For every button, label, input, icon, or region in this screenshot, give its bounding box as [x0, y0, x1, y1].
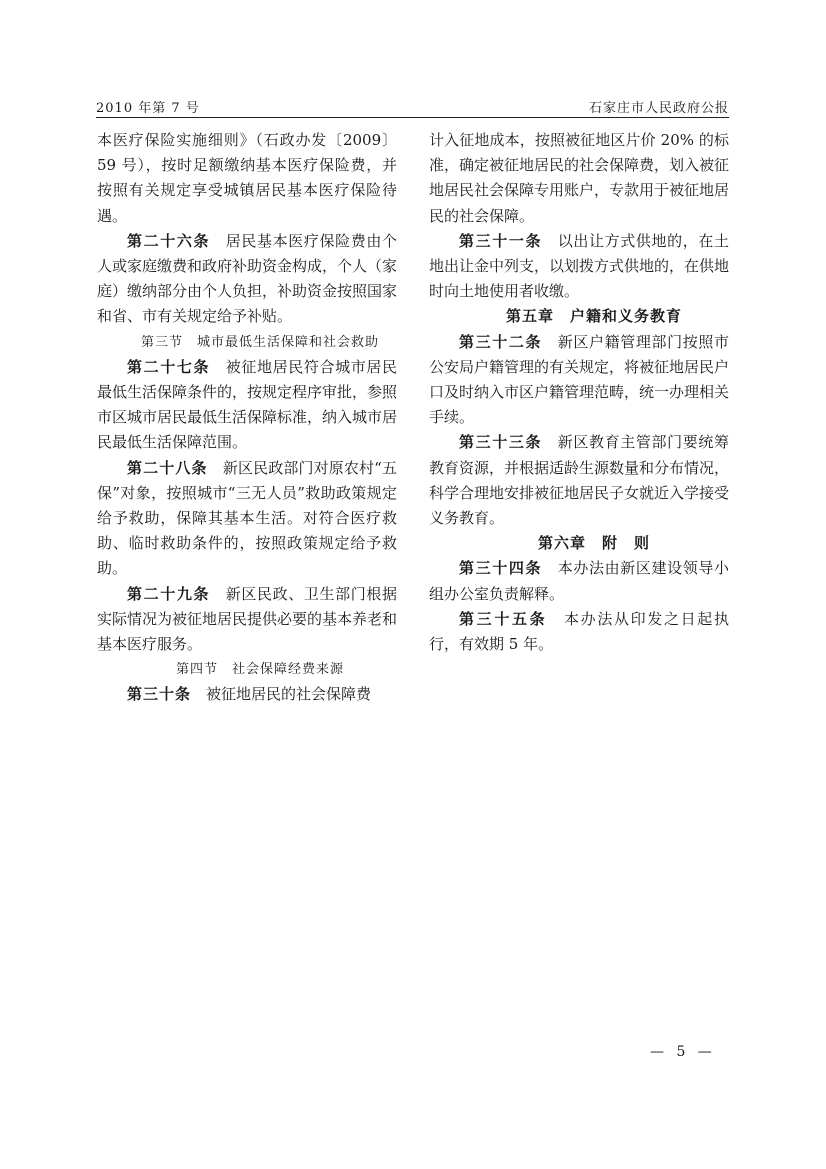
chapter-heading-6: 第六章 附 则: [537, 534, 650, 553]
article-text: 本办法从印发之日起执行，有效期 5 年。: [429, 609, 729, 654]
article-26: [97, 229, 397, 330]
article-text: 被征地居民的社会保障费: [206, 685, 372, 704]
article-title: 第二十七条: [127, 357, 211, 376]
paragraph-continued: 本医疗保险实施细则》（石政办发〔2009〕59 号），按时足额缴纳基本医疗保险费，并按照有关规定享受城镇居民基本医疗保险待遇。: [97, 131, 397, 225]
article-title: 第三十三条: [459, 433, 543, 452]
section-heading-3: 第三节 城市最低生活保障和社会救助: [140, 334, 379, 350]
article-title: 第三十二条: [459, 332, 543, 351]
article-29: [97, 582, 397, 658]
article-title: 第二十八条: [127, 458, 208, 477]
article-title: 第二十六条: [127, 231, 211, 250]
article-title: 第二十九条: [127, 584, 211, 603]
article-text: 新区教育主管部门要统筹教育资源，并根据适龄生源数量和分布情况，科学合理地安排被征地居民子女就近入学接受义务教育。: [429, 433, 730, 528]
article-34: [429, 556, 729, 606]
page-number: — 5 —: [650, 1044, 716, 1060]
section-heading-4: 第四节 社会保障经费来源: [175, 662, 344, 678]
paragraph-continued: 计入征地成本，按照被征地区片价 20% 的标准，确定被征地居民的社会保障费，划入被征地居民社会保障专用账户，专款用于被征地居民的社会保障。: [429, 131, 730, 225]
article-text: 被征地居民符合城市居民最低生活保障条件的，按规定程序审批，参照市区城市居民最低生活保障标准，纳入城市居民最低生活保障范围。: [97, 357, 398, 452]
article-32: [429, 330, 729, 431]
article-text: 本办法由新区建设领导小组办公室负责解释。: [429, 559, 729, 603]
article-title: 第三十条: [127, 685, 192, 704]
publication-title: 石家庄市人民政府公报: [588, 101, 729, 116]
article-31: [429, 229, 729, 305]
article-title: 第三十四条: [459, 559, 543, 578]
article-title: 第三十一条: [459, 231, 543, 250]
article-text: 新区民政、卫生部门根据实际情况为被征地居民提供必要的基本养老和基本医疗服务。: [97, 584, 398, 654]
article-text: 新区民政部门对原农村“五保”对象，按照城市“三无人员”救助政策规定给予救助，保障其基本生活。对符合医疗救助、临时救助条件的，按照政策规定给予救助。: [97, 458, 397, 578]
article-28: [97, 456, 397, 582]
article-text: 新区户籍管理部门按照市公安局户籍管理的有关规定，将被征地居民户口及时纳入市区户籍管理范畴，统一办理相关手续。: [429, 332, 730, 427]
left-column: [97, 128, 397, 708]
article-text: 以出让方式供地的，在土地出让金中列支，以划拨方式供地的，在供地时向土地使用者收缴。: [429, 231, 730, 301]
issue-label: 2010 年第 7 号: [96, 101, 200, 116]
chapter-heading-5: 第五章 户籍和义务教育: [505, 307, 682, 326]
page-header: [96, 95, 729, 118]
right-column: [429, 128, 729, 657]
article-33: [429, 430, 729, 531]
article-text: 居民基本医疗保险费由个人或家庭缴费和政府补助资金构成，个人（家庭）缴纳部分由个人负担，补助资金按照国家和省、市有关规定给予补贴。: [97, 231, 398, 326]
article-title: 第三十五条: [459, 609, 548, 628]
article-30: [97, 682, 397, 707]
article-27: [97, 355, 397, 456]
article-35: [429, 607, 729, 657]
